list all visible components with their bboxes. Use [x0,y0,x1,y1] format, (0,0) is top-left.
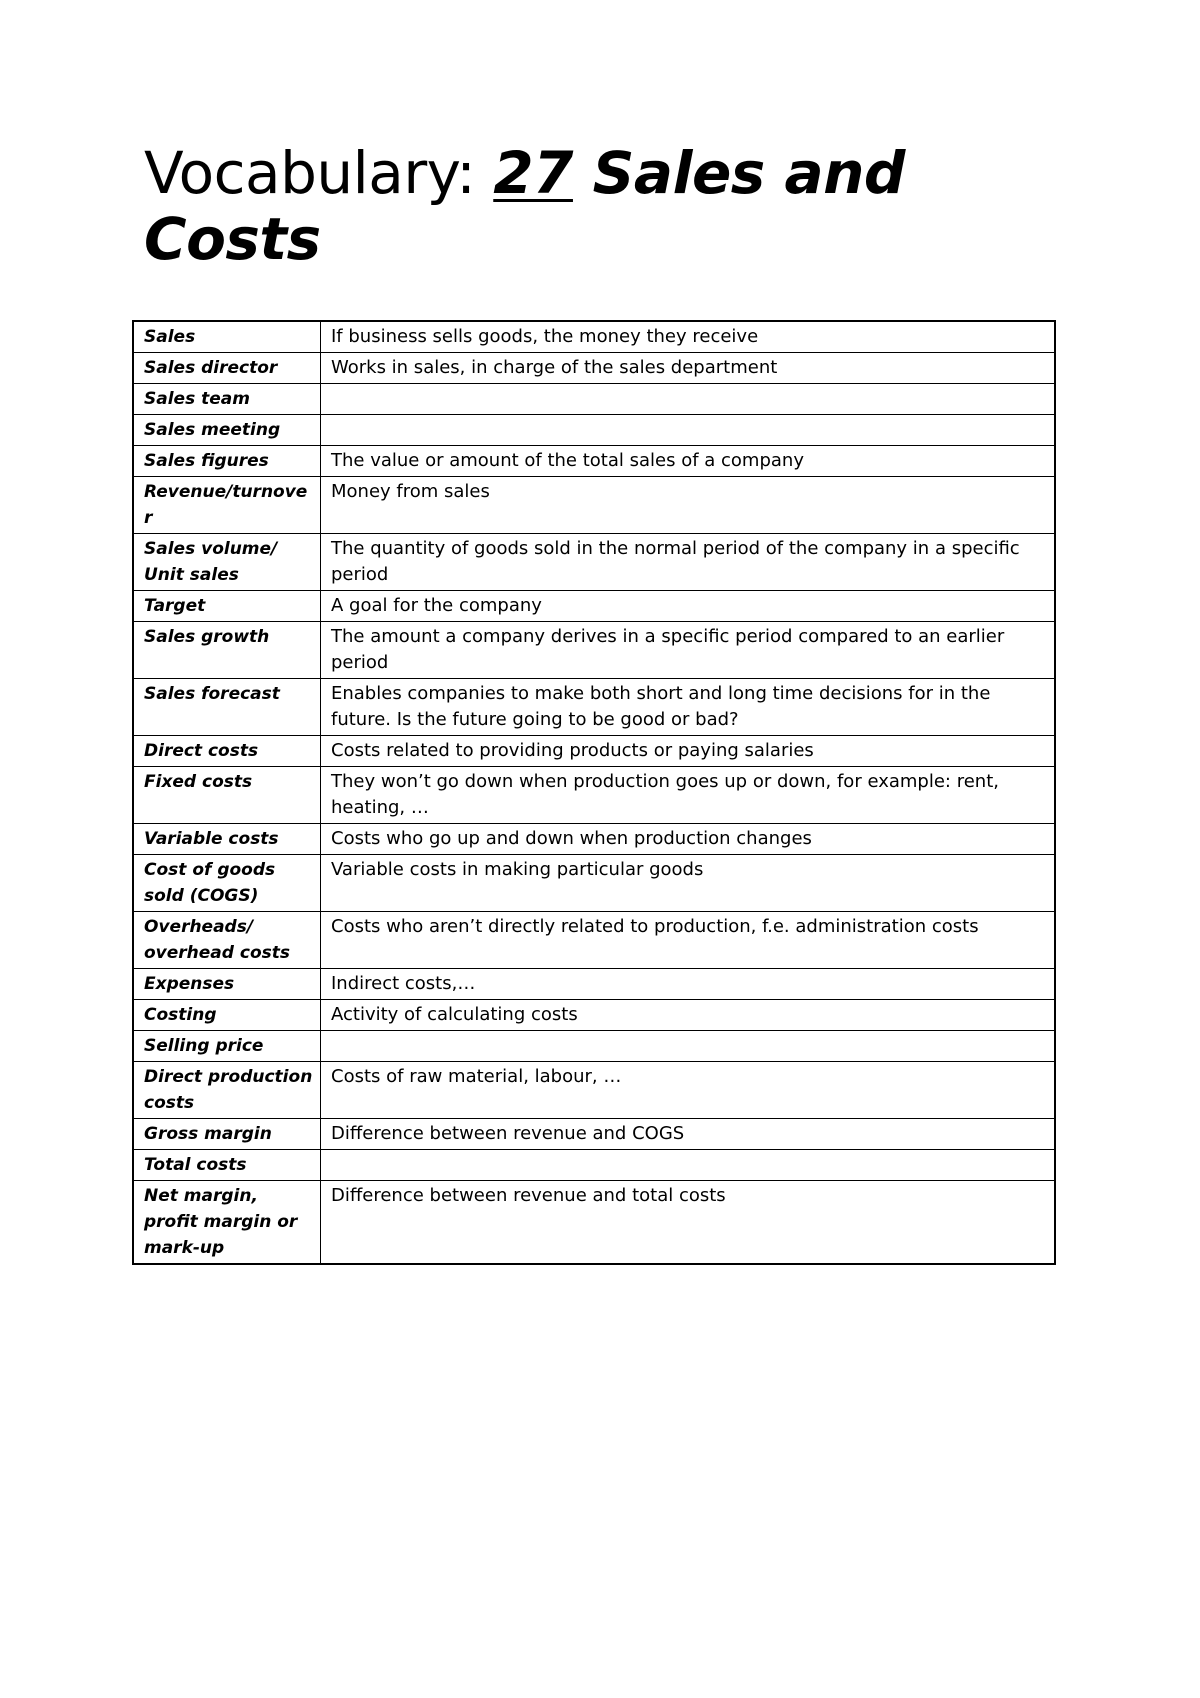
definition-cell [321,415,1056,446]
table-row [133,736,1055,767]
table-row [133,767,1055,824]
table-row [133,591,1055,622]
table-row [133,1062,1055,1119]
term-cell: Target [133,591,321,622]
term-cell: Direct costs [133,736,321,767]
table-row [133,969,1055,1000]
definition-cell: Indirect costs,… [321,969,1056,1000]
definition-cell: Costs who go up and down when production changes [321,824,1056,855]
term-cell: Cost of goods sold (COGS) [133,855,321,912]
term-cell: Gross margin [133,1119,321,1150]
chapter-number: 27 [493,139,573,207]
term-cell: Sales team [133,384,321,415]
definition-cell: Costs who aren’t directly related to production, f.e. administration costs [321,912,1056,969]
term-cell: Variable costs [133,824,321,855]
term-cell: Overheads/ overhead costs [133,912,321,969]
term-cell: Sales figures [133,446,321,477]
vocabulary-table [132,320,1056,1265]
term-cell: Revenue/turnover [133,477,321,534]
term-cell: Sales volume/ Unit sales [133,534,321,591]
term-cell: Sales forecast [133,679,321,736]
table-row [133,321,1055,353]
table-row [133,1031,1055,1062]
term-cell: Fixed costs [133,767,321,824]
definition-cell: They won’t go down when production goes up or down, for example: rent, heating, … [321,767,1056,824]
definition-cell [321,1031,1056,1062]
table-row [133,477,1055,534]
definition-cell: Activity of calculating costs [321,1000,1056,1031]
vocabulary-table-body [133,321,1055,1264]
table-row [133,824,1055,855]
table-row [133,1150,1055,1181]
table-row [133,855,1055,912]
title-topic: Sales and Costs [144,139,905,273]
term-cell: Sales director [133,353,321,384]
definition-cell: The quantity of goods sold in the normal period of the company in a specific period [321,534,1056,591]
definition-cell: Works in sales, in charge of the sales department [321,353,1056,384]
table-row [133,415,1055,446]
definition-cell: A goal for the company [321,591,1056,622]
definition-cell [321,1150,1056,1181]
term-cell: Sales [133,321,321,353]
term-cell: Expenses [133,969,321,1000]
table-row [133,679,1055,736]
term-cell: Net margin, profit margin or mark-up [133,1181,321,1265]
table-row [133,446,1055,477]
term-cell: Sales meeting [133,415,321,446]
definition-cell [321,384,1056,415]
table-row [133,622,1055,679]
term-cell: Total costs [133,1150,321,1181]
definition-cell: Costs related to providing products or paying salaries [321,736,1056,767]
table-row [133,534,1055,591]
title-prefix: Vocabulary: [144,139,494,207]
definition-cell: If business sells goods, the money they receive [321,321,1056,353]
page-title [144,140,1044,272]
definition-cell: Enables companies to make both short and long time decisions for in the future. Is the future going to be good or bad? [321,679,1056,736]
definition-cell: Difference between revenue and COGS [321,1119,1056,1150]
definition-cell: Costs of raw material, labour, … [321,1062,1056,1119]
table-row [133,384,1055,415]
term-cell: Selling price [133,1031,321,1062]
table-row [133,1000,1055,1031]
term-cell: Sales growth [133,622,321,679]
definition-cell: Variable costs in making particular goods [321,855,1056,912]
definition-cell: Difference between revenue and total costs [321,1181,1056,1265]
definition-cell: Money from sales [321,477,1056,534]
definition-cell: The amount a company derives in a specific period compared to an earlier period [321,622,1056,679]
term-cell: Direct production costs [133,1062,321,1119]
table-row [133,912,1055,969]
table-row [133,1181,1055,1265]
table-row [133,353,1055,384]
definition-cell: The value or amount of the total sales of a company [321,446,1056,477]
table-row [133,1119,1055,1150]
term-cell: Costing [133,1000,321,1031]
